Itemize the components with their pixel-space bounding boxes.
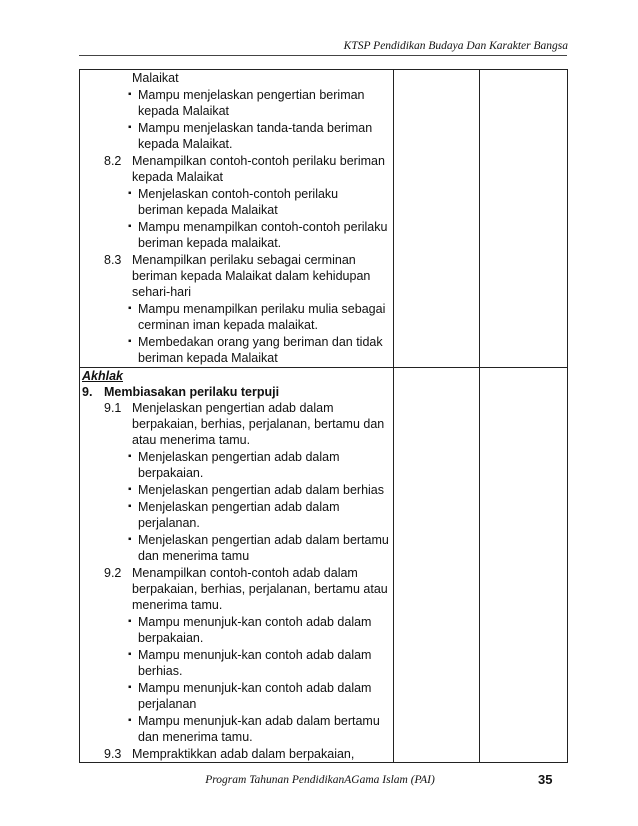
sub-item-text-line: menerima tamu. [132,598,223,612]
bullet-text-line: Mampu menjelaskan tanda-tanda beriman [138,121,373,135]
bullet-icon: ▪ [128,682,132,693]
bullet-item [80,449,393,481]
bullet-icon: ▪ [128,122,132,133]
bullet-item [80,713,393,745]
bullet-text-line: Mampu menunjuk-kan contoh adab dalam [138,615,372,629]
sub-item-text-line: sehari-hari [132,285,192,299]
bullet-text-line: berpakaian. [138,466,204,480]
sub-item-text-line: Menampilkan perilaku sebagai cerminan [132,253,356,267]
bullet-text-line: Menjelaskan contoh-contoh perilaku [138,187,339,201]
bullet-icon: ▪ [128,221,132,232]
bullet-item [80,120,393,152]
sub-item [80,746,393,762]
bullet-item [80,186,393,218]
bullet-text-line: Menjelaskan pengertian adab dalam [138,500,340,514]
bullet-item [80,87,393,119]
bullet-text-line: Menjelaskan pengertian adab dalam bertamu [138,533,389,547]
bullet-icon: ▪ [128,188,132,199]
bullet-text-line: dan menerima tamu. [138,730,253,744]
empty-cell [480,70,568,368]
sub-item-text-line: Menampilkan contoh-contoh adab dalam [132,566,358,580]
bullet-text-line: Menjelaskan pengertian adab dalam berhias [138,483,384,497]
bullet-text-line: perjalanan. [138,516,200,530]
sub-item [80,252,393,300]
sub-item-text-line: Mempraktikkan adab dalam berpakaian, [132,747,355,761]
block-a-content [80,70,393,366]
header-rule [79,55,567,56]
bullet-item [80,680,393,712]
bullet-item [80,614,393,646]
bullet-icon: ▪ [128,451,132,462]
bullet-icon: ▪ [128,715,132,726]
sub-item-text-line: berpakaian, berhias, perjalanan, bertamu dan [132,417,385,431]
empty-cell [480,368,568,763]
sub-item [80,153,393,185]
bullet-item [80,334,393,366]
intro-text: Malaikat [132,71,179,85]
page-number: 35 [538,772,553,787]
bullet-icon: ▪ [128,616,132,627]
bullet-icon: ▪ [128,89,132,100]
bullet-icon: ▪ [128,534,132,545]
content-cell [80,368,394,763]
sub-item-number: 9.1 [104,401,122,415]
bullet-text-line: Mampu menjelaskan pengertian beriman [138,88,365,102]
bullet-text-line: Mampu menunjuk-kan contoh adab dalam [138,648,372,662]
sub-item-text-line: kepada Malaikat [132,170,224,184]
bullet-icon: ▪ [128,484,132,495]
content-cell [80,70,394,368]
sub-item [80,565,393,613]
sub-item-text-line: Menjelaskan pengertian adab dalam [132,401,334,415]
bullet-text-line: Mampu menampilkan contoh-contoh perilaku [138,220,388,234]
bullet-text-line: kepada Malaikat. [138,137,233,151]
table-row [80,70,568,368]
sub-item-text-line: atau menerima tamu. [132,433,251,447]
sub-item-text-line: beriman kepada Malaikat dalam kehidupan [132,269,371,283]
bullet-text-line: beriman kepada malaikat. [138,236,282,250]
sub-item-text-line: Menampilkan contoh-contoh perilaku beriman [132,154,385,168]
table-row [80,368,568,763]
bullet-text-line: beriman kepada Malaikat [138,351,278,365]
sub-item-number: 8.3 [104,253,122,267]
bullet-item [80,219,393,251]
bullet-text-line: Mampu menunjuk-kan contoh adab dalam [138,681,372,695]
bullet-icon: ▪ [128,649,132,660]
block-b-content [80,368,393,762]
sub-item-text-line: berpakaian, berhias, perjalanan, bertamu atau [132,582,388,596]
bullet-item [80,499,393,531]
section-heading: Akhlak [82,369,123,383]
syllabus-table [79,69,568,763]
bullet-text-line: berpakaian. [138,631,204,645]
bullet-item [80,647,393,679]
bullet-icon: ▪ [128,303,132,314]
sub-item-number: 9.2 [104,566,122,580]
empty-cell [394,368,480,763]
topic-title: Membiasakan perilaku terpuji [104,385,280,399]
bullet-item [80,482,393,498]
topic-heading [80,384,393,400]
bullet-text-line: Mampu menampilkan perilaku mulia sebagai [138,302,386,316]
bullet-text-line: berhias. [138,664,183,678]
bullet-text-line: Menjelaskan pengertian adab dalam [138,450,340,464]
topic-number: 9. [82,385,93,399]
sub-item-number: 8.2 [104,154,122,168]
sub-item [80,400,393,448]
bullet-item [80,532,393,564]
bullet-text-line: beriman kepada Malaikat [138,203,278,217]
running-header: KTSP Pendidikan Budaya Dan Karakter Bangsa [343,40,568,52]
bullet-text-line: Membedakan orang yang beriman dan tidak [138,335,383,349]
bullet-text-line: kepada Malaikat [138,104,230,118]
bullet-text-line: cerminan iman kepada malaikat. [138,318,318,332]
empty-cell [394,70,480,368]
sub-item-number: 9.3 [104,747,122,761]
bullet-icon: ▪ [128,336,132,347]
bullet-item [80,301,393,333]
bullet-text-line: perjalanan [138,697,197,711]
footer-title: Program Tahunan PendidikanAGama Islam (PAI) [205,774,435,786]
bullet-icon: ▪ [128,501,132,512]
bullet-text-line: Mampu menunjuk-kan adab dalam bertamu [138,714,380,728]
bullet-text-line: dan menerima tamu [138,549,250,563]
